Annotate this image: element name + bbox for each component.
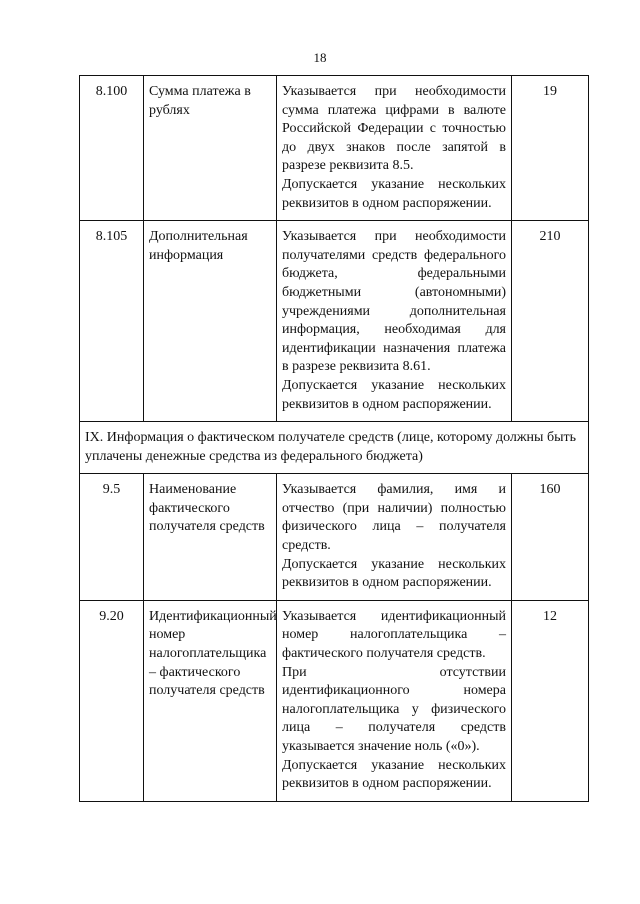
requisite-length: 210 — [512, 221, 589, 422]
requisite-description — [277, 474, 512, 601]
section-title: IX. Информация о фактическом получателе средств (лице, которому должны быть уплачены денежные средства из федерального бюджета) — [80, 422, 589, 474]
description-paragraph: Допускается указание нескольких реквизитов в одном распоряжении. — [282, 757, 506, 792]
table-row — [80, 76, 589, 221]
table-row — [80, 474, 589, 601]
requisite-name: Наименование фактического получателя средств — [144, 474, 277, 601]
page-number: 18 — [313, 50, 327, 65]
requisite-name: Идентификационный номер налогоплательщика – фактического получателя средств — [144, 600, 277, 801]
requisite-code: 9.5 — [80, 474, 144, 601]
description-paragraph: Указывается фамилия, имя и отчество (при наличии) полностью физического лица – получателя средств. — [282, 482, 506, 554]
section-row — [80, 422, 589, 474]
description-paragraph: При отсутствии идентификационного номера налогоплательщика у физического лица – получателя средств указывается значение ноль («0»). — [282, 664, 506, 754]
table-row — [80, 221, 589, 422]
requisite-code: 8.100 — [80, 76, 144, 221]
requisite-description — [277, 221, 512, 422]
description-paragraph: Допускается указание нескольких реквизитов в одном распоряжении. — [282, 176, 506, 211]
description-paragraph: Указывается идентификационный номер налогоплательщика – фактического получателя средств. — [282, 608, 506, 662]
description-paragraph: Указывается при необходимости сумма платежа цифрами в валюте Российской Федерации с точностью до двух знаков после запятой в разрезе реквизита 8.5. — [282, 84, 506, 174]
requisite-length: 160 — [512, 474, 589, 601]
requisite-name: Дополнительная информация — [144, 221, 277, 422]
requisite-name: Сумма платежа в рублях — [144, 76, 277, 221]
requisite-code: 9.20 — [80, 600, 144, 801]
requisite-code: 8.105 — [80, 221, 144, 422]
description-paragraph: Указывается при необходимости получателями средств федерального бюджета, федеральными бюджетными (автономными) учреждениями дополнительная информация, необходимая для идентификации назначения платежа в разрезе реквизита 8.61. — [282, 229, 506, 375]
requisite-length: 19 — [512, 76, 589, 221]
table-row — [80, 600, 589, 801]
description-paragraph: Допускается указание нескольких реквизитов в одном распоряжении. — [282, 556, 506, 591]
requisite-description — [277, 76, 512, 221]
requisites-table — [79, 75, 589, 802]
requisite-description — [277, 600, 512, 801]
requisite-length: 12 — [512, 600, 589, 801]
description-paragraph: Допускается указание нескольких реквизитов в одном распоряжении. — [282, 377, 506, 412]
